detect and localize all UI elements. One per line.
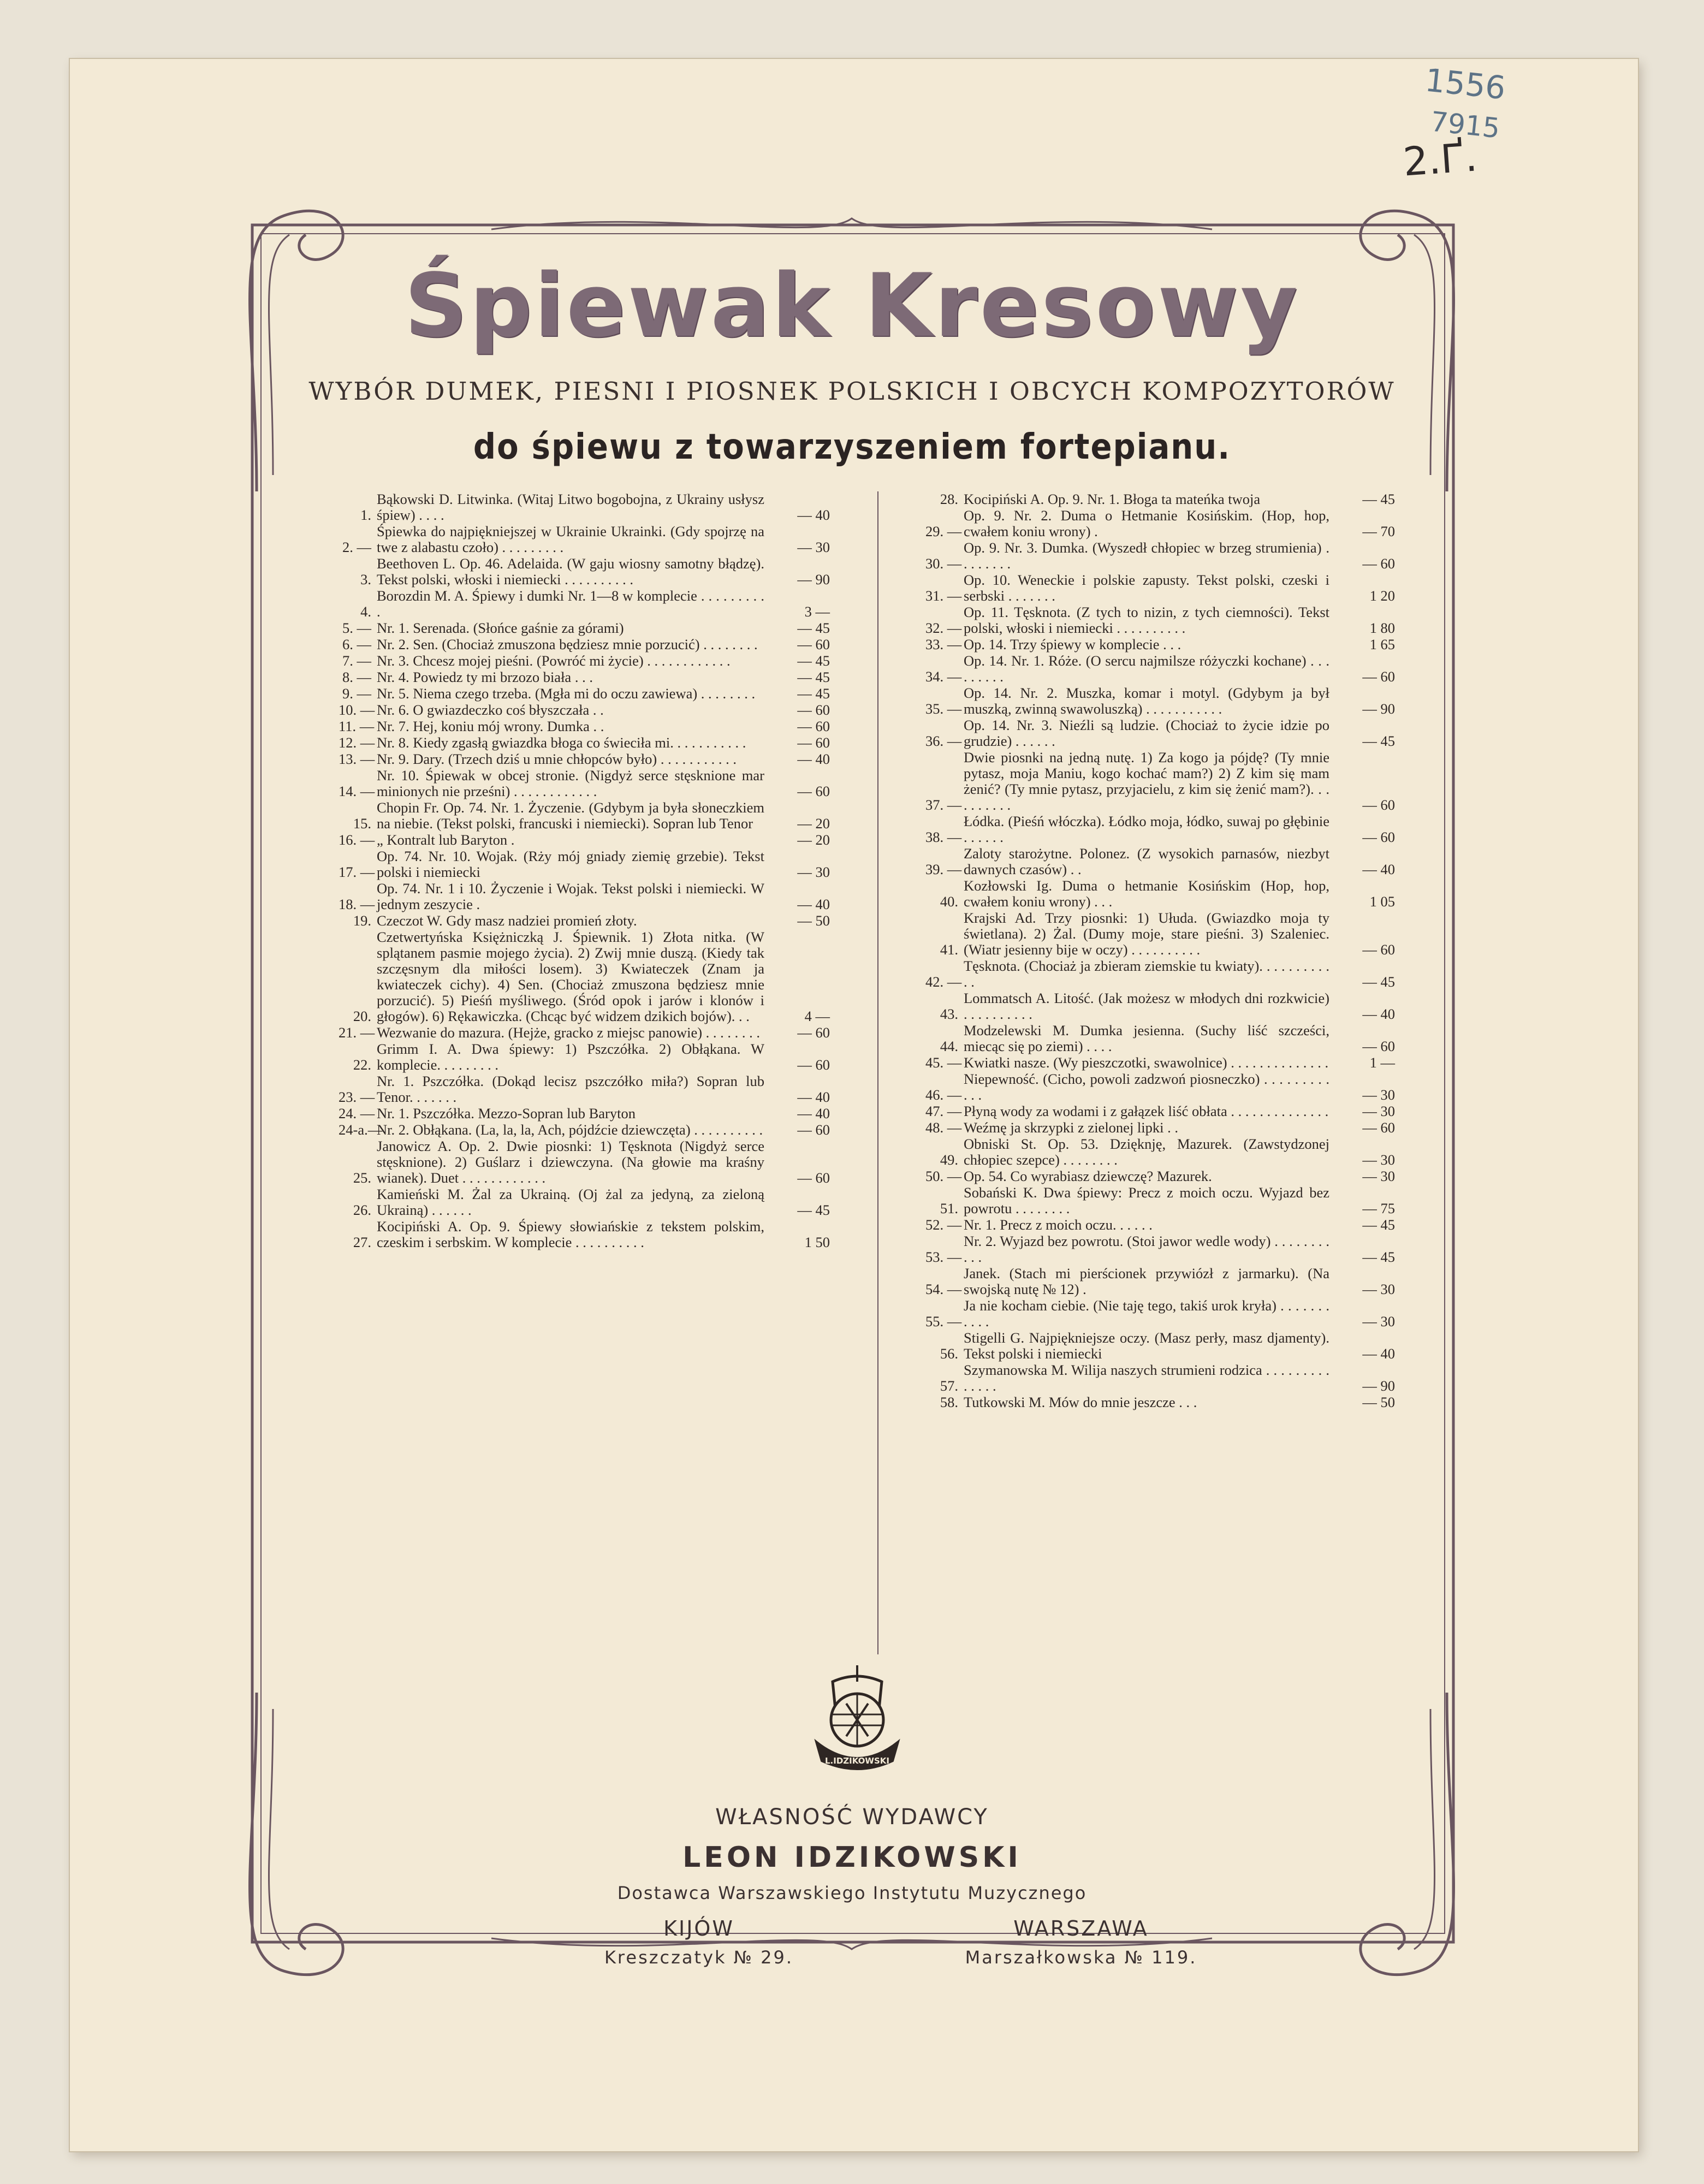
publisher-note: Dostawca Warszawskiego Instytutu Muzycznego [617,1883,1087,1903]
entry-title: Kamieński M. Żal za Ukrainą. (Oj żal za jedyną, za zieloną Ukrainą) . . . . . . [377,1186,764,1218]
entry-number: 37. — [925,797,962,813]
entry-title: Beethoven L. Op. 46. Adelaida. (W gaju wiosny samotny błądzę). Tekst polski, włoski i niemiecki . . . . . . . . . . [377,555,764,587]
catalog-entry [339,588,830,620]
entry-title: Nr. 1. Precz z moich oczu. . . . . . [964,1216,1153,1233]
entry-title: Kwiatki nasze. (Wy pieszczotki, swawolnice) . . . . . . . . . . . . . . [964,1054,1329,1071]
catalog-entry [925,1362,1395,1394]
entry-title: Modzelewski M. Dumka jesienna. (Suchy liść szcześci, miecąc się po ziemi) . . . . [964,1022,1329,1054]
catalog-entry [925,1217,1395,1233]
entry-price: 4 — [804,1008,830,1024]
entry-title: Grimm I. A. Dwa śpiewy: 1) Pszczółka. 2) Obłąkana. W komplecie. . . . . . . . . [377,1041,764,1073]
entry-title: Nr. 1. Pszczółka. Mezzo-Sopran lub Baryton [377,1105,636,1121]
catalog-entry [339,669,830,685]
entry-number: 17. — [339,864,375,880]
entry-title: Janek. (Stach mi pierścionek przywiózł z jarmarku). (Na swojską nutę № 12) . [964,1265,1329,1297]
entry-title: Nr. 10. Śpiewak w obcej stronie. (Nigdyż serce stęsknione mar minionych nie prześni) . . . . . . . . . . . . [377,767,764,799]
catalog-left-column [339,491,830,1251]
entry-price: — 60 [797,783,830,799]
entry-number: 10. — [339,702,375,718]
entry-price: — 30 [1362,1281,1395,1297]
entry-price: — 60 [797,636,830,652]
entry-title: Czeczot W. Gdy masz nadziei promień złoty. [377,912,637,929]
entry-price: — 45 [1362,1249,1395,1265]
sheet-paper [70,59,1638,2151]
address-kijow [546,1916,852,1968]
catalog-entry [339,1106,830,1121]
entry-number: 24-a.— [339,1121,383,1138]
entry-number: 40. [940,893,958,910]
entry-title: Nr. 4. Powiedz ty mi brzozo biała . . . [377,669,593,685]
entry-number: 3. [360,571,371,587]
entry-number: 42. — [925,974,962,990]
catalog-entry [339,1122,830,1138]
entry-price: — 20 [797,815,830,832]
entry-title: Op. 14. Nr. 2. Muszka, komar i motyl. (Gdybym ja był muszką, zwinną swawoluszką) . . . . . . . . . . . [964,685,1329,717]
entry-price: — 30 [797,864,830,880]
entry-number: 18. — [339,896,375,912]
catalog-entry [339,491,830,523]
pencil-mark-number: 7915 [1429,105,1501,145]
entry-price: 1 80 [1369,620,1395,636]
entry-price: — 45 [797,620,830,636]
catalog-entry [339,751,830,767]
catalog-right-column [925,491,1395,1411]
entry-price: — 60 [1362,1119,1395,1136]
entry-number: 9. — [342,685,371,702]
pencil-mark-catalog: 1556 [1423,61,1507,107]
entry-number: 30. — [925,555,962,572]
entry-title: Wezwanie do mazura. (Hejże, gracko z miejsc panowie) . . . . . . . . [377,1024,761,1041]
entry-price: — 60 [797,734,830,751]
entry-price: — 45 [797,652,830,669]
entry-number: 14. — [339,783,375,799]
entry-price: — 40 [1362,1006,1395,1022]
catalog-entry [925,846,1395,877]
entry-number: 22. [353,1057,371,1073]
entry-price: — 45 [797,669,830,685]
entry-title: Kozłowski Ig. Duma o hetmanie Kosińskim (Hop, hop, cwałem koniu wrony) . . . [964,877,1329,910]
entry-price: — 60 [797,1024,830,1041]
entry-number: 23. — [339,1089,375,1105]
entry-title: Stigelli G. Najpiękniejsze oczy. (Masz perły, masz djamenty). Tekst polski i niemiecki [964,1330,1329,1362]
entry-title: Chopin Fr. Op. 74. Nr. 1. Życzenie. (Gdybym ja była słoneczkiem na niebie. (Tekst polski, francuski i niemiecki). Sopran lub Tenor [377,799,764,832]
entry-price: — 75 [1362,1200,1395,1216]
entry-title: Nr. 6. O gwiazdeczko coś błyszczała . . [377,702,604,718]
entry-title: Sobański K. Dwa śpiewy: Precz z moich oczu. Wyjazd bez powrotu . . . . . . . . [964,1184,1329,1216]
city-name: KIJÓW [663,1916,734,1940]
catalog-entry [339,1186,830,1218]
entry-number: 34. — [925,668,962,685]
entry-number: 33. — [925,636,962,652]
catalog-entry [339,1138,830,1186]
entry-price: — 40 [1362,861,1395,877]
entry-price: 1 20 [1369,587,1395,604]
entry-title: Tęsknota. (Chociaż ja zbieram ziemskie tu kwiaty). . . . . . . . . . . . [964,958,1329,990]
catalog-entry [925,750,1395,813]
entry-price: — 90 [1362,1378,1395,1394]
publisher-name: LEON IDZIKOWSKI [682,1841,1022,1874]
street-address: Kreszczatyk № 29. [604,1947,794,1968]
catalog-entry [925,1055,1395,1071]
entry-number: 31. — [925,587,962,604]
entry-price: — 40 [797,896,830,912]
entry-price: — 60 [1362,668,1395,685]
catalog-entry [925,508,1395,539]
entry-number: 29. — [925,523,962,539]
publisher-emblem [794,1660,920,1785]
entry-price: — 60 [797,1170,830,1186]
catalog-entry [339,702,830,718]
entry-number: 50. — [925,1168,962,1184]
catalog-entry [925,717,1395,749]
entry-number: 58. [940,1394,958,1410]
catalog-entry [339,1073,830,1105]
entry-title: Op. 9. Nr. 2. Duma o Hetmanie Kosińskim. (Hop, hop, cwałem koniu wrony) . [964,507,1329,539]
catalog-entry [925,1266,1395,1297]
page-subtitle: WYBÓR DUMEK, PIESNI I PIOSNEK POLSKICH I OBCYCH KOMPOZYTORÓW [308,377,1396,406]
entry-price: 1 50 [804,1234,830,1250]
entry-number: 28. [940,491,958,507]
catalog-entry [339,768,830,799]
entry-price: — 45 [797,685,830,702]
entry-number: 55. — [925,1313,962,1330]
entry-title: Tutkowski M. Mów do mnie jeszcze . . . [964,1394,1197,1410]
entry-title: Obniski St. Op. 53. Dzięknję, Mazurek. (Zawstydzonej chłopiec szepce) . . . . . . . . [964,1136,1329,1168]
entry-number: 43. [940,1006,958,1022]
entry-number: 25. [353,1170,371,1186]
entry-price: — 90 [797,571,830,587]
entry-title: Nr. 1. Pszczółka. (Dokąd lecisz pszczółko miła?) Sopran lub Tenor. . . . . . . [377,1073,764,1105]
page-subtitle-secondary: do śpiewu z towarzyszeniem fortepianu. [473,427,1231,467]
address-warszawa [928,1916,1234,1968]
entry-title: „ Kontralt lub Baryton . [377,832,515,848]
entry-number: 13. — [339,751,375,767]
catalog-entry [339,800,830,832]
catalog-entry [925,653,1395,685]
entry-title: Borozdin M. A. Śpiewy i dumki Nr. 1—8 w komplecie . . . . . . . . . . [377,587,764,620]
entry-title: Nr. 7. Hej, koniu mój wrony. Dumka . . [377,718,604,734]
catalog-entry [339,1025,830,1041]
entry-price: — 40 [797,507,830,523]
column-divider [877,491,878,1654]
entry-price: — 30 [1362,1168,1395,1184]
entry-title: Weźmę ja skrzypki z zielonej lipki . . [964,1119,1179,1136]
catalog-entry [925,1298,1395,1330]
entry-number: 2. — [342,539,371,555]
entry-price: 1 — [1369,1054,1395,1071]
street-address: Marszałkowska № 119. [965,1947,1197,1968]
entry-title: Nr. 8. Kiedy zgasłą gwiazdka błoga co świeciła mi. . . . . . . . . . . [377,734,746,751]
catalog-entry [339,653,830,669]
entry-title: Op. 74. Nr. 1 i 10. Życzenie i Wojak. Tekst polski i niemiecki. W jednym zeszycie . [377,880,764,912]
city-name: WARSZAWA [1013,1916,1149,1940]
entry-number: 26. [353,1202,371,1218]
entry-price: — 60 [797,1121,830,1138]
entry-number: 6. — [342,636,371,652]
entry-number: 27. [353,1234,371,1250]
entry-price: — 60 [797,702,830,718]
entry-title: Śpiewka do najpiękniejszej w Ukrainie Ukrainki. (Gdy spojrzę na twe z alabastu czoło) . . . . . . . . . [377,523,764,555]
entry-number: 11. — [339,718,375,734]
entry-title: Czetwertyńska Księżniczką J. Śpiewnik. 1) Złota nitka. (W splątanem pasmie mojego życia). 2) Zwij mnie duszą. (Kiedy tak szczęsnym dla miłości losem). 3) Kwiateczek (Znam ja kwiateczek cichy). 4) Sen. (Chociaż zmuszona będziesz mnie porzucić). 5) Pieśń myśliwego. (Śród opok i jarów i klonów i głogów). 6) Rękawiczka. (Chcąc być widzem dzikich bojów). . . [377,929,764,1024]
entry-price: — 40 [797,1105,830,1121]
emblem-label: L.IDZIKOWSKI [824,1756,890,1766]
entry-price: — 40 [797,751,830,767]
catalog-entry [925,1185,1395,1216]
entry-title: Kocipiński A. Op. 9. Nr. 1. Błoga ta mateńka twoja [964,491,1261,507]
entry-title: Op. 14. Trzy śpiewy w komplecie . . . [964,636,1181,652]
page-title: Śpiewak Kresowy [404,254,1300,357]
entry-price: — 45 [1362,974,1395,990]
entry-number: 47. — [925,1103,962,1119]
catalog-entry [339,913,830,929]
entry-price: — 60 [1362,1038,1395,1054]
catalog-entry [925,1168,1395,1184]
entry-number: 12. — [339,734,375,751]
catalog-entry [925,990,1395,1022]
entry-title: Nr. 5. Niema czego trzeba. (Mgła mi do oczu zawiewa) . . . . . . . . [377,685,756,702]
entry-number: 51. [940,1200,958,1216]
entry-price: — 30 [1362,1103,1395,1119]
entry-price: — 60 [797,718,830,734]
entry-title: Op. 14. Nr. 3. Nieźli są ludzie. (Chociaż to życie idzie po grudzie) . . . . . . [964,717,1329,749]
entry-title: Nr. 3. Chcesz mojej pieśni. (Powróć mi życie) . . . . . . . . . . . . [377,652,731,669]
catalog-entry [925,814,1395,845]
entry-price: — 70 [1362,523,1395,539]
catalog-entry [925,572,1395,604]
catalog-entry [925,685,1395,717]
entry-title: Op. 14. Nr. 1. Róże. (O sercu najmilsze różyczki kochane) . . . . . . . . . [964,652,1329,685]
entry-number: 1. [360,507,371,523]
entry-price: — 60 [1362,797,1395,813]
entry-title: Krajski Ad. Trzy piosnki: 1) Ułuda. (Gwiazdko moja ty świetlana). 2) Żal. (Dumy moje, stare pieśni. 3) Szaleniec. (Wiatr jesienny bije w oczy) . . . . . . . . . . [964,910,1329,958]
catalog-entry [925,1233,1395,1265]
catalog-entry [925,540,1395,572]
entry-title: Op. 54. Co wyrabiasz dziewczę? Mazurek. [964,1168,1212,1184]
catalog-entry [925,1120,1395,1136]
entry-number: 44. [940,1038,958,1054]
entry-number: 19. [353,912,371,929]
entry-number: 45. — [925,1054,962,1071]
entry-price: 1 05 [1369,893,1395,910]
entry-number: 4. [360,603,371,620]
entry-title: Szymanowska M. Wilija naszych strumieni rodzica . . . . . . . . . . . . . . [964,1362,1329,1394]
entry-number: 41. [940,941,958,958]
entry-title: Zaloty starożytne. Polonez. (Z wysokich parnasów, niezbyt dawnych czasów) . . [964,845,1329,877]
catalog-entry [925,910,1395,958]
catalog-entry [339,686,830,702]
entry-title: Bąkowski D. Litwinka. (Witaj Litwo bogobojna, z Ukrainy usłysz śpiew) . . . . [377,491,764,523]
catalog-entry [925,878,1395,910]
entry-price: — 30 [797,539,830,555]
pencil-mark-code: 2.Ґ. [1402,134,1479,185]
catalog-entry [339,719,830,734]
entry-price: — 50 [797,912,830,929]
catalog-entry [339,832,830,848]
entry-number: 36. — [925,733,962,749]
entry-title: Ja nie kocham ciebie. (Nie taję tego, takiś urok kryła) . . . . . . . . . . . [964,1297,1329,1330]
entry-title: Op. 74. Nr. 10. Wojak. (Rży mój gniady ziemię grzebie). Tekst polski i niemiecki [377,848,764,880]
entry-price: — 45 [1362,491,1395,507]
entry-price: — 40 [1362,1345,1395,1362]
catalog-entry [339,556,830,587]
catalog-entry [925,1023,1395,1054]
entry-number: 32. — [925,620,962,636]
entry-title: Płyną wody za wodami i z gałązek liść obłata . . . . . . . . . . . . . . [964,1103,1329,1119]
catalog-entry [925,958,1395,990]
entry-title: Dwie piosnki na jedną nutę. 1) Za kogo ja pójdę? (Ty mnie pytasz, moja Maniu, kogo kochać mam?) 2) Z kim się mam żenić? (Ty mnie pytasz, przyjacielu, z kim się żenić mam?). . . . . . . . . . [964,749,1329,813]
entry-title: Nr. 2. Wyjazd bez powrotu. (Stoi jawor wedle wody) . . . . . . . . . . . [964,1233,1329,1265]
entry-number: 57. [940,1378,958,1394]
catalog-entry [339,848,830,880]
entry-number: 8. — [342,669,371,685]
entry-title: Nr. 2. Sen. (Chociaż zmuszona będziesz mnie porzucić) . . . . . . . . [377,636,758,652]
entry-title: Niepewność. (Cicho, powoli zadzwoń piosneczko) . . . . . . . . . . . . [964,1071,1329,1103]
entry-number: 7. — [342,652,371,669]
entry-price: — 30 [1362,1087,1395,1103]
entry-number: 49. [940,1152,958,1168]
catalog-entry [339,735,830,751]
entry-number: 46. — [925,1087,962,1103]
entry-title: Kocipiński A. Op. 9. Śpiewy słowiańskie z tekstem polskim, czeskim i serbskim. W komplecie . . . . . . . . . . [377,1218,764,1250]
entry-price: — 60 [1362,555,1395,572]
entry-number: 48. — [925,1119,962,1136]
entry-price: — 40 [797,1089,830,1105]
catalog-entry [339,620,830,636]
catalog-entry [339,1041,830,1073]
entry-title: Op. 10. Weneckie i polskie zapusty. Tekst polski, czeski i serbski . . . . . . . [964,572,1329,604]
entry-number: 15. [353,815,371,832]
catalog-entry [925,1330,1395,1362]
entry-price: — 45 [1362,1216,1395,1233]
entry-price: — 30 [1362,1152,1395,1168]
catalog-entry [925,1394,1395,1410]
entry-number: 54. — [925,1281,962,1297]
entry-number: 24. — [339,1105,375,1121]
entry-price: — 20 [797,832,830,848]
entry-price: 3 — [804,603,830,620]
entry-number: 56. [940,1345,958,1362]
entry-number: 38. — [925,829,962,845]
entry-price: 1 65 [1369,636,1395,652]
entry-number: 52. — [925,1216,962,1233]
entry-price: — 50 [1362,1394,1395,1410]
entry-number: 35. — [925,701,962,717]
entry-number: 21. — [339,1024,375,1041]
entry-price: — 30 [1362,1313,1395,1330]
entry-price: — 45 [1362,733,1395,749]
entry-number: 16. — [339,832,375,848]
entry-title: Nr. 2. Obłąkana. (La, la, la, Ach, pójdźcie dziewczęta) . . . . . . . . . . [377,1121,763,1138]
entry-title: Nr. 9. Dary. (Trzech dziś u mnie chłopców było) . . . . . . . . . . . [377,751,737,767]
entry-price: — 90 [1362,701,1395,717]
catalog-entry [339,881,830,912]
catalog-entry [925,1103,1395,1119]
catalog-entry [925,491,1395,507]
entry-price: — 45 [797,1202,830,1218]
entry-number: 20. [353,1008,371,1024]
catalog-entry [925,1136,1395,1168]
entry-title: Łódka. (Pieśń włóczka). Łódko moja, łódko, suwaj po głębinie . . . . . . [964,813,1329,845]
catalog-entry [339,524,830,555]
entry-title: Lommatsch A. Litość. (Jak możesz w młodych dni rozkwicie) . . . . . . . . . . [964,990,1329,1022]
entry-number: 5. — [342,620,371,636]
catalog-entry [339,637,830,652]
entry-title: Nr. 1. Serenada. (Słońce gaśnie za górami) [377,620,624,636]
entry-price: — 60 [797,1057,830,1073]
entry-number: 39. — [925,861,962,877]
publisher-label: WŁASNOŚĆ WYDAWCY [715,1805,989,1830]
entry-number: 53. — [925,1249,962,1265]
entry-price: — 60 [1362,941,1395,958]
entry-title: Op. 9. Nr. 3. Dumka. (Wyszedł chłopiec w brzeg strumienia) . . . . . . . . [964,539,1329,572]
entry-title: Janowicz A. Op. 2. Dwie piosnki: 1) Tęsknota (Nigdyż serce stęsknione). 2) Guślarz i dziewczyna. (Na głowie ma kraśny wianek). Duet . . . . . . . . . . . . [377,1138,764,1186]
catalog-entry [339,929,830,1024]
catalog-entry [339,1219,830,1250]
entry-title: Op. 11. Tęsknota. (Z tych to nizin, z tych ciemności). Tekst polski, włoski i niemiecki . . . . . . . . . . [964,604,1329,636]
catalog-entry [925,1071,1395,1103]
catalog-entry [925,604,1395,636]
entry-price: — 60 [1362,829,1395,845]
catalog-entry [925,637,1395,652]
